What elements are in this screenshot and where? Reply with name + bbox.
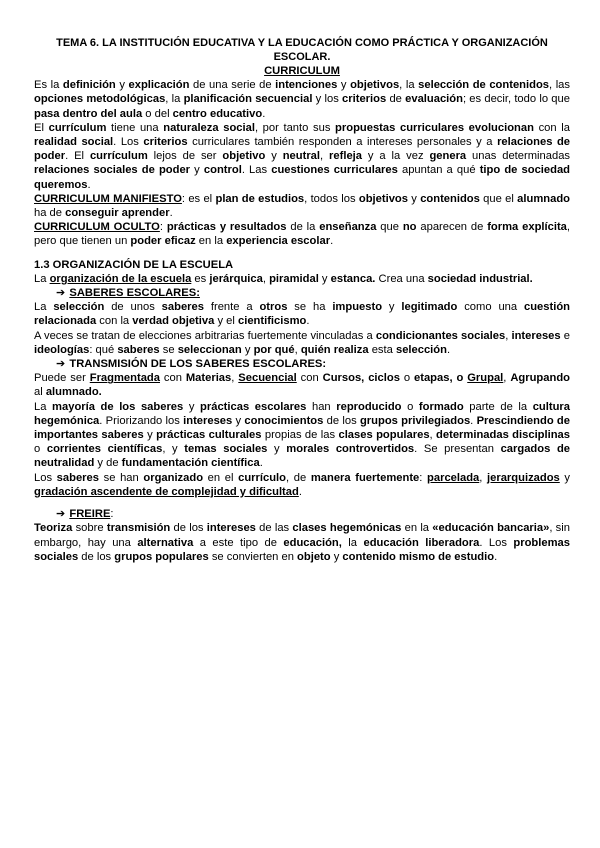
paragraph-saberes-elecciones: A veces se tratan de elecciones arbitrarias fuertemente vinculadas a condicionantes sociales, intereses e ideologías: qué saberes se seleccionan y por qué, quién realiza esta selección.: [34, 329, 570, 356]
paragraph-saberes-seleccion: La selección de unos saberes frente a otros se ha impuesto y legitimado como una cuestión relacionada con la verdad objetiva y el cientificismo.: [34, 301, 571, 328]
paragraph-curriculum-oculto: CURRICULUM OCULTO: prácticas y resultados de la enseñanza que no aparecen de forma explícita, pero que tienen un poder eficaz en la experiencia escolar.: [34, 221, 571, 248]
arrow-right-icon: ➔: [56, 508, 66, 521]
section-title-curriculum: CURRICULUM: [264, 65, 340, 77]
subheading-transmision-saberes: ➔ TRANSMISIÓN DE LOS SABERES ESCOLARES:: [56, 358, 327, 371]
paragraph-curriculum-social: El currículum tiene una naturaleza social, por tanto sus propuestas curriculares evolucionan con la realidad social. Los criterios curriculares también responden a intereses personales y a relaciones de poder. El currículum lejos de ser objetivo y neutral, refleja y a la vez genera unas determinadas relaciones sociales de poder y control. Las cuestiones curriculares apuntan a qué tipo de sociedad queremos.: [34, 121, 571, 191]
paragraph-organizacion-escuela: La organización de la escuela es jerárquica, piramidal y estanca. Crea una sociedad industrial.: [34, 272, 533, 285]
paragraph-cultura-hegemonica: La mayoría de los saberes y prácticas escolares han reproducido o formado parte de la cultura hegemónica. Priorizando los intereses y conocimientos de los grupos privilegiados. Prescindiendo de importantes saberes y prácticas culturales propias de las clases populares, determinadas disciplinas o corrientes científicas, y temas sociales y morales controvertidos. Se presentan cargados de neutralidad y de fundamentación científica.: [34, 400, 571, 470]
paragraph-saberes-organizados: Los saberes se han organizado en el currículo, de manera fuertemente: parcelada, jerarquizados y gradación ascendente de complejidad y dificultad.: [34, 471, 571, 498]
section-heading-organizacion: 1.3 ORGANIZACIÓN DE LA ESCUELA: [34, 258, 234, 271]
spacer: [34, 499, 570, 507]
paragraph-curriculum-manifiesto: CURRICULUM MANIFIESTO: es el plan de estudios, todos los objetivos y contenidos que el alumnado ha de conseguir aprender.: [34, 192, 570, 220]
paragraph-freire: Teoriza sobre transmisión de los intereses de las clases hegemónicas en la «educación bancaria», sin embargo, hay una alternativa a este tipo de educación, la educación liberadora. Los problemas sociales de los grupos populares se convierten en objeto y contenido mismo de estudio.: [34, 522, 570, 563]
document-title: TEMA 6. LA INSTITUCIÓN EDUCATIVA Y LA EDUCACIÓN COMO PRÁCTICA Y ORGANIZACIÓN ESCOLAR.: [56, 37, 548, 63]
arrow-right-icon: ➔: [56, 287, 66, 300]
subheading-freire: ➔ FREIRE:: [56, 508, 114, 521]
paragraph-transmision: Puede ser Fragmentada con Materias, Secuencial con Cursos, ciclos o etapas, o Grupal, Agrupando al alumnado.: [34, 372, 570, 399]
arrow-right-icon: ➔: [56, 358, 66, 371]
subheading-saberes-escolares: ➔ SABERES ESCOLARES:: [56, 287, 200, 300]
paragraph-curriculum-definition: Es la definición y explicación de una serie de intenciones y objetivos, la selección de contenidos, las opciones metodológicas, la planificación secuencial y los criterios de evaluación; es decir, todo lo que pasa dentro del aula o del centro educativo.: [34, 79, 571, 120]
